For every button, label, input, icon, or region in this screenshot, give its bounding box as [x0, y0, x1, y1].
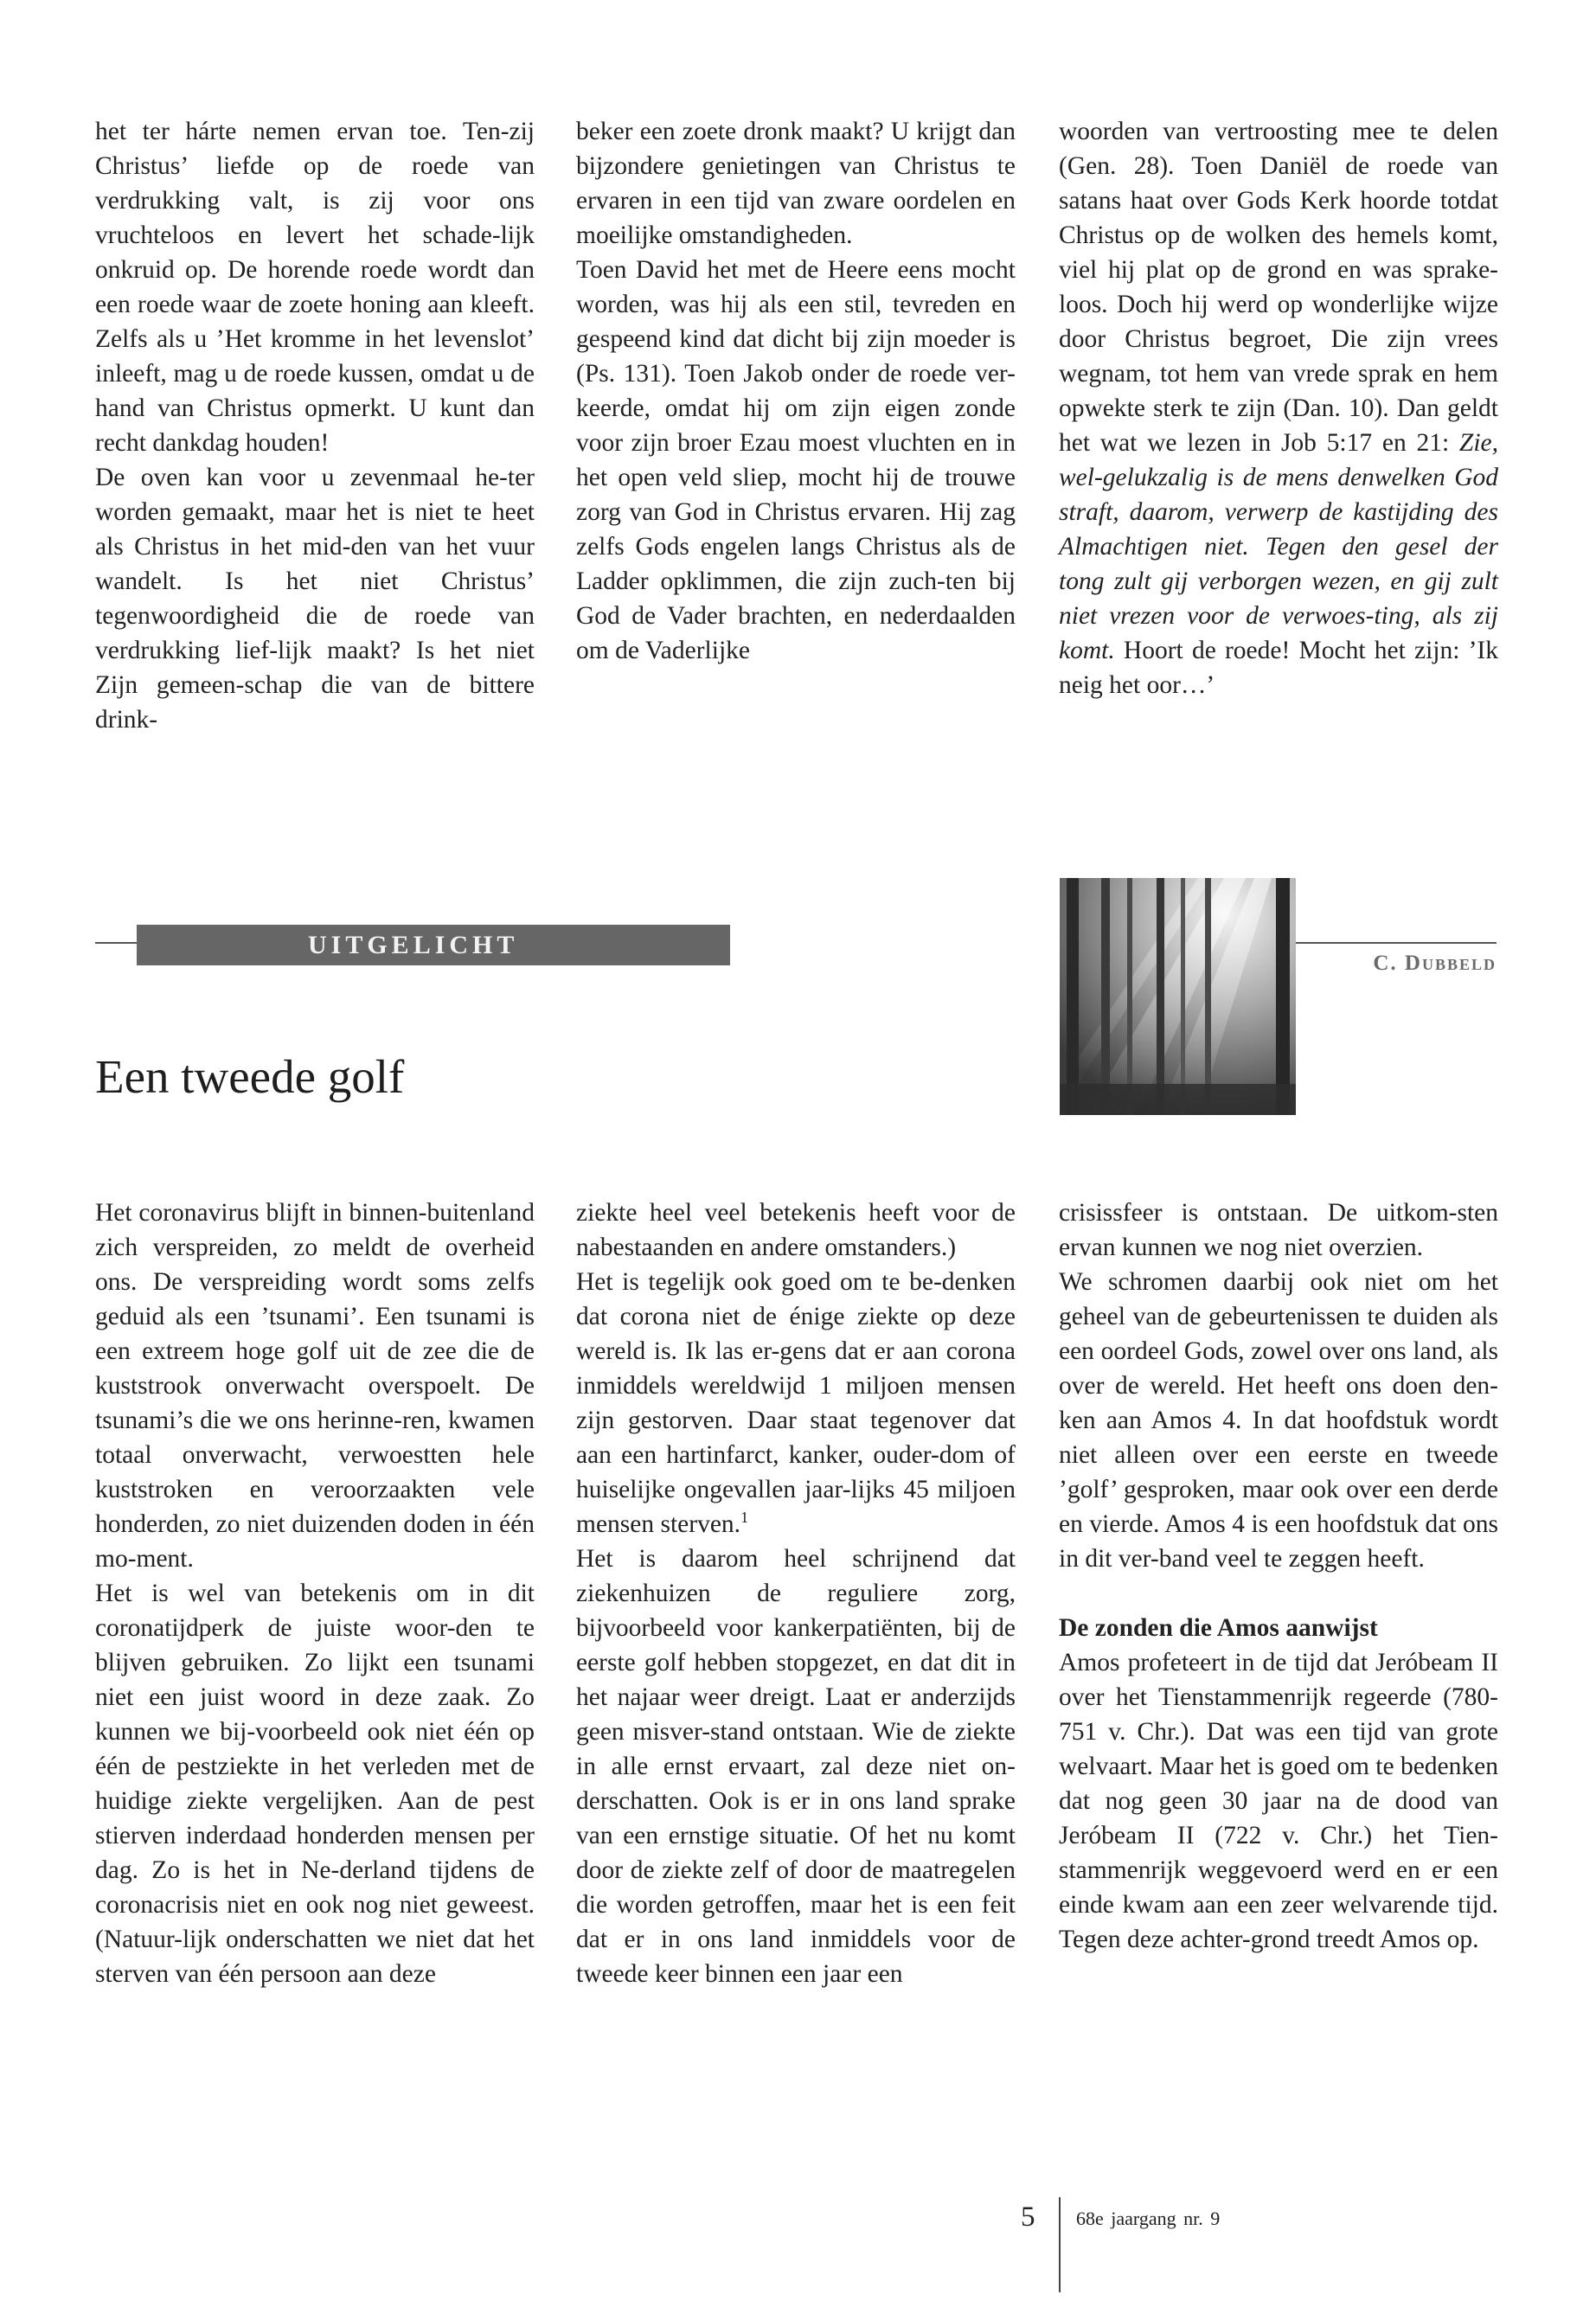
footer-divider [1059, 2197, 1061, 2292]
header-rule-left [95, 942, 138, 944]
author-name: C. Dubbeld [1373, 952, 1497, 975]
paragraph-text: woorden van vertroosting mee te delen (Gen. 28). Toen Daniël de roede van satans haat over Gods Kerk hoorde totdat Christus op de wolken des hemels komt, viel hij plat op de grond en was sprake-loos. Doch hij werd op wonderlijke wijze door Christus begroet, Die zijn vrees wegnam, tot hem van vrede sprak en hem opwekte sterk te zijn (Dan. 10). Dan geldt het wat we lezen in Job 5:17 en 21: [1059, 118, 1498, 457]
paragraph: We schromen daarbij ook niet om het geheel van de gebeurtenissen te duiden als een oordeel Gods, zowel over ons land, als over de wereld. Het heeft ons doen den-ken aan Amos 4. In dat hoofdstuk wordt niet alleen over een eerste en tweede ’golf’ gesproken, maar ook over een derde en vierde. Amos 4 is een hoofdstuk dat ons in dit ver-band veel te zeggen heeft. [1059, 1268, 1498, 1573]
page-number: 5 [1021, 2202, 1035, 2233]
forest-photo [1060, 878, 1296, 1115]
paragraph: De oven kan voor u zevenmaal he-ter worden gemaakt, maar het is niet te heet als Christus in het mid-den van het vuur wandelt. Is het niet Christus’ tegenwoordigheid die de roede van verdrukking lief-lijk maakt? Is het niet Zijn gemeen-schap die van de bittere drink- [95, 464, 535, 734]
rubric-bar [137, 925, 730, 965]
forest-sunbeams-icon [1060, 878, 1296, 1115]
header-rule-right [1296, 942, 1497, 944]
top-column-2 [576, 114, 1016, 668]
paragraph: het ter hárte nemen ervan toe. Ten-zij Christus’ liefde op de roede van verdrukking valt, is zij voor ons vruchteloos en levert het schade-lijk onkruid op. De horende roede wordt dan een roede waar de zoete honing aan kleeft. Zelfs als u ’Het kromme in het levenslot’ inleeft, mag u de roede kussen, omdat u de hand van Christus opmerkt. U kunt dan recht dankdag houden! [95, 118, 535, 457]
paragraph: beker een zoete dronk maakt? U krijgt dan bijzondere genietingen van Christus te ervaren in een tijd van zware oordelen en moeilijke omstandigheden. [576, 118, 1016, 249]
paragraph-text: Het is tegelijk ook goed om te be-denken dat corona niet de énige ziekte op deze wereld is. Ik las er-gens dat er aan corona inmiddels wereldwijd 1 miljoen mensen zijn gestorven. Daar staat tegenover dat aan een hartinfarct, kanker, ouder-dom of huiselijke ongevallen jaar-lijks 45 miljoen mensen sterven. [576, 1268, 1016, 1538]
paragraph: ziekte heel veel betekenis heeft voor de nabestaanden en andere omstanders.) [576, 1199, 1016, 1261]
bible-quote: Zie, wel-gelukzalig is de mens denwelken God straft, daarom, verwerp de kastijding des Almachtigen niet. Tegen den gesel der tong zult gij verborgen wezen, en gij zult niet vrezen voor de verwoes-ting, als zij komt. [1059, 429, 1498, 664]
article-column-2 [576, 1195, 1016, 1991]
issue-label: 68e jaargang nr. 9 [1076, 2208, 1221, 2229]
subheading: De zonden die Amos aanwijst [1059, 1614, 1378, 1642]
paragraph: Amos profeteert in de tijd dat Jeróbeam II over het Tienstammenrijk regeerde (780-751 v. Chr.). Dat was een tijd van grote welvaart. Maar het is goed om te bedenken dat nog geen 30 jaar na de dood van Jeróbeam II (722 v. Chr.) het Tien-stammenrijk weggevoerd werd en er een einde kwam aan een zeer welvarende tijd. Tegen deze achter-grond treedt Amos op. [1059, 1649, 1498, 1953]
paragraph-text: Hoort de roede! Mocht het zijn: ’Ik neig het oor…’ [1059, 637, 1498, 699]
footnote-mark: 1 [740, 1509, 749, 1527]
paragraph: Het is daarom heel schrijnend dat ziekenhuizen de reguliere zorg, bijvoorbeeld voor kankerpatiënten, bij de eerste golf hebben stopgezet, en dat dit in het najaar weer dreigt. Laat er anderzijds geen misver-stand ontstaan. Wie de ziekte in alle ernst ervaart, zal deze niet on-derschatten. Ook is er in ons land sprake van een ernstige situatie. Of het nu komt door de ziekte zelf of door de maatregelen die worden getroffen, maar het is een feit dat er in ons land inmiddels voor de tweede keer binnen een jaar een [576, 1545, 1016, 1988]
paragraph: Het coronavirus blijft in binnen-buitenland zich verspreiden, zo meldt de overheid ons. De verspreiding wordt soms zelfs geduid als een ’tsunami’. Een tsunami is een extreem hoge golf uit de zee die de kuststrook onverwacht overspoelt. De tsunami’s die we ons herinne-ren, kwamen totaal onverwacht, verwoestten hele kuststroken en veroorzaakten vele honderden, zo niet duizenden doden in één mo-ment. [95, 1199, 535, 1573]
top-column-1 [95, 114, 535, 737]
paragraph [576, 1265, 1016, 1541]
paragraph [1059, 114, 1498, 702]
rubric-label: UITGELICHT [308, 931, 519, 959]
paragraph: Toen David het met de Heere eens mocht worden, was hij als een stil, tevreden en gespeend kind dat dicht bij zijn moeder is (Ps. 131). Toen Jakob onder de roede ver-keerde, omdat hij om zijn eigen zonde voor zijn broer Ezau moest vluchten en in het open veld sliep, mocht hij de trouwe zorg van God in Christus ervaren. Hij zag zelfs Gods engelen langs Christus als de Ladder opklimmen, die zijn zuch-ten bij God de Vader brachten, en nederdaalden om de Vaderlijke [576, 256, 1016, 664]
article-column-3 [1059, 1195, 1498, 1957]
top-column-3 [1059, 114, 1498, 702]
paragraph: Het is wel van betekenis om in dit coronatijdperk de juiste woor-den te blijven gebruiken. Zo lijkt een tsunami niet een juist woord in deze zaak. Zo kunnen we bij-voorbeeld ook niet één op één de pestziekte in het verleden met de huidige ziekte vergelijken. Aan de pest stierven inderdaad honderden mensen per dag. Zo is het in Ne-derland tijdens de coronacrisis niet en ook nog niet geweest. (Natuur-lijk onderschatten we niet dat het sterven van één persoon aan deze [95, 1580, 535, 1988]
article-title: Een tweede golf [95, 1050, 405, 1103]
article-column-1 [95, 1195, 535, 1991]
paragraph: crisissfeer is ontstaan. De uitkom-sten ervan kunnen we nog niet overzien. [1059, 1199, 1498, 1261]
